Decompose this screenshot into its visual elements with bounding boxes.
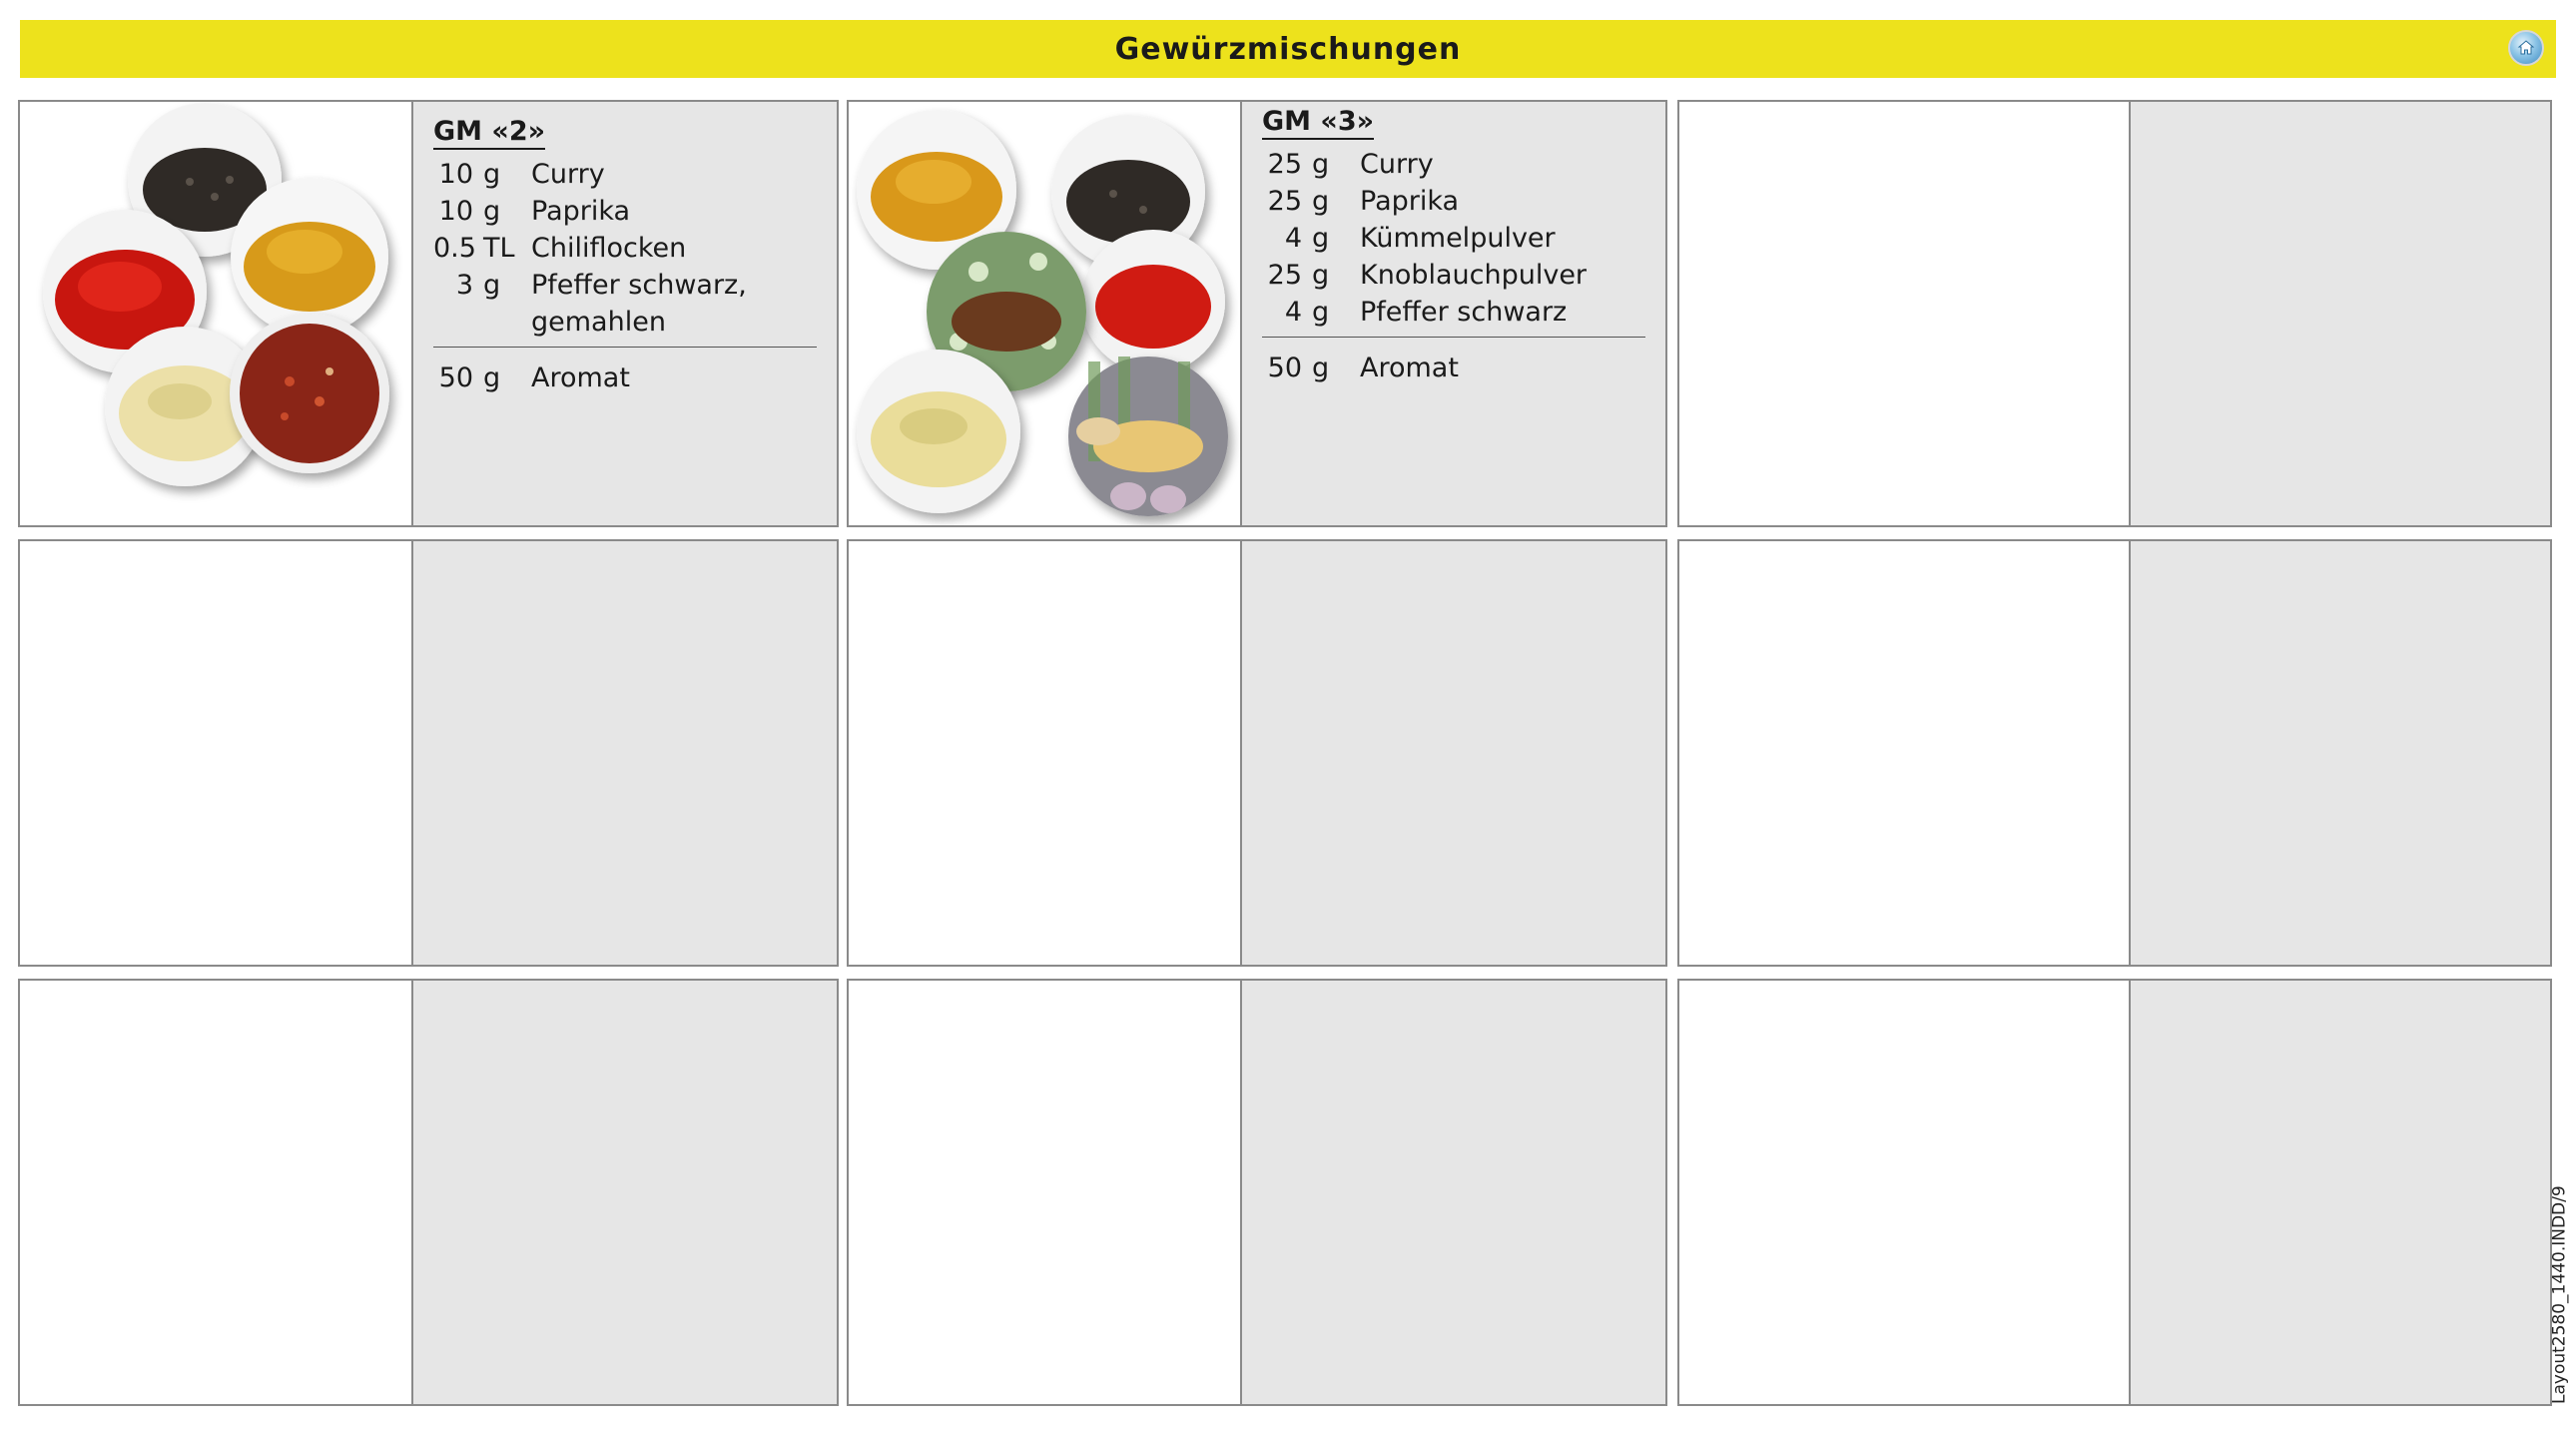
recipe-panel xyxy=(1242,102,1665,525)
ingredient-row xyxy=(433,230,817,267)
ingredient-name: Kümmelpulver xyxy=(1360,223,1556,254)
empty-image-slot xyxy=(1679,981,2131,1404)
empty-card[interactable] xyxy=(847,979,1667,1406)
total-unit: g xyxy=(483,362,501,393)
recipe-card-gm2[interactable] xyxy=(18,100,839,527)
ingredient-name: Paprika xyxy=(531,196,631,227)
ingredient-unit: g xyxy=(1312,186,1330,217)
ingredient-name: Curry xyxy=(531,159,605,190)
home-button[interactable] xyxy=(2508,30,2544,66)
title-bar xyxy=(20,20,2556,78)
ingredient-row xyxy=(433,267,817,341)
ingredient-amount: 25 xyxy=(1267,186,1302,217)
ingredient-amount: 25 xyxy=(1267,149,1302,180)
total-row xyxy=(433,360,817,396)
divider xyxy=(433,347,817,348)
ingredient-name: Chiliflocken xyxy=(531,233,687,264)
ingredient-row xyxy=(1262,257,1645,294)
ingredient-unit: g xyxy=(1312,149,1330,180)
ingredient-name: Paprika xyxy=(1360,186,1460,217)
empty-image-slot xyxy=(20,981,413,1404)
spice-image xyxy=(20,102,413,525)
ingredient-amount: 3 xyxy=(455,270,473,301)
ingredient-name: Knoblauchpulver xyxy=(1360,260,1588,291)
recipe-title: GM «3» xyxy=(1262,106,1374,140)
ingredient-name-line2: gemahlen xyxy=(531,307,666,338)
ingredient-amount: 10 xyxy=(438,196,473,227)
ingredient-row xyxy=(1262,294,1645,331)
ingredient-amount: 4 xyxy=(1284,223,1302,254)
ingredient-unit: g xyxy=(1312,260,1330,291)
ingredient-row xyxy=(1262,146,1645,183)
empty-card[interactable] xyxy=(847,539,1667,967)
page-title: Gewürzmischungen xyxy=(1114,31,1462,67)
ingredient-name xyxy=(523,267,817,341)
empty-image-slot xyxy=(849,981,1242,1404)
total-unit: g xyxy=(1312,353,1330,383)
ingredient-amount: 10 xyxy=(438,159,473,190)
empty-card[interactable] xyxy=(1677,100,2552,527)
empty-image-slot xyxy=(20,541,413,965)
ingredient-row xyxy=(433,156,817,193)
home-icon xyxy=(2516,38,2536,58)
total-name: Aromat xyxy=(1360,353,1459,383)
empty-recipe-panel xyxy=(2131,541,2550,965)
empty-recipe-panel xyxy=(413,541,837,965)
spice-plates-illustration xyxy=(20,102,409,525)
total-amount: 50 xyxy=(1267,353,1302,383)
ingredient-name: Pfeffer schwarz xyxy=(1360,297,1568,328)
empty-recipe-panel xyxy=(1242,981,1665,1404)
empty-image-slot xyxy=(849,541,1242,965)
ingredient-unit: g xyxy=(483,196,501,227)
spice-image xyxy=(849,102,1242,525)
ingredient-name: Curry xyxy=(1360,149,1434,180)
ingredient-name-line1: Pfeffer schwarz, xyxy=(531,270,747,301)
layout-file-label: Layout2580_1440.INDD/9 xyxy=(2550,1185,2570,1404)
empty-recipe-panel xyxy=(1242,541,1665,965)
ingredient-unit: g xyxy=(1312,223,1330,254)
spice-plates-illustration xyxy=(849,102,1242,525)
ingredient-row xyxy=(433,193,817,230)
recipe-card-gm3[interactable] xyxy=(847,100,1667,527)
empty-card[interactable] xyxy=(1677,539,2552,967)
empty-recipe-panel xyxy=(413,981,837,1404)
total-row xyxy=(1262,350,1645,386)
empty-recipe-panel xyxy=(2131,981,2550,1404)
ingredient-unit: g xyxy=(483,270,501,301)
total-amount: 50 xyxy=(438,362,473,393)
ingredient-row xyxy=(1262,220,1645,257)
ingredient-row xyxy=(1262,183,1645,220)
ingredient-unit: TL xyxy=(483,233,515,264)
total-name: Aromat xyxy=(531,362,630,393)
recipe-panel xyxy=(413,102,837,525)
ingredient-amount: 25 xyxy=(1267,260,1302,291)
recipe-title: GM «2» xyxy=(433,116,545,150)
empty-card[interactable] xyxy=(1677,979,2552,1406)
empty-card[interactable] xyxy=(18,539,839,967)
ingredient-amount: 4 xyxy=(1284,297,1302,328)
empty-recipe-panel xyxy=(2131,102,2550,525)
empty-card[interactable] xyxy=(18,979,839,1406)
empty-image-slot xyxy=(1679,102,2131,525)
ingredient-amount: 0.5 xyxy=(433,233,476,264)
divider xyxy=(1262,337,1645,338)
empty-image-slot xyxy=(1679,541,2131,965)
ingredient-unit: g xyxy=(1312,297,1330,328)
ingredient-unit: g xyxy=(483,159,501,190)
